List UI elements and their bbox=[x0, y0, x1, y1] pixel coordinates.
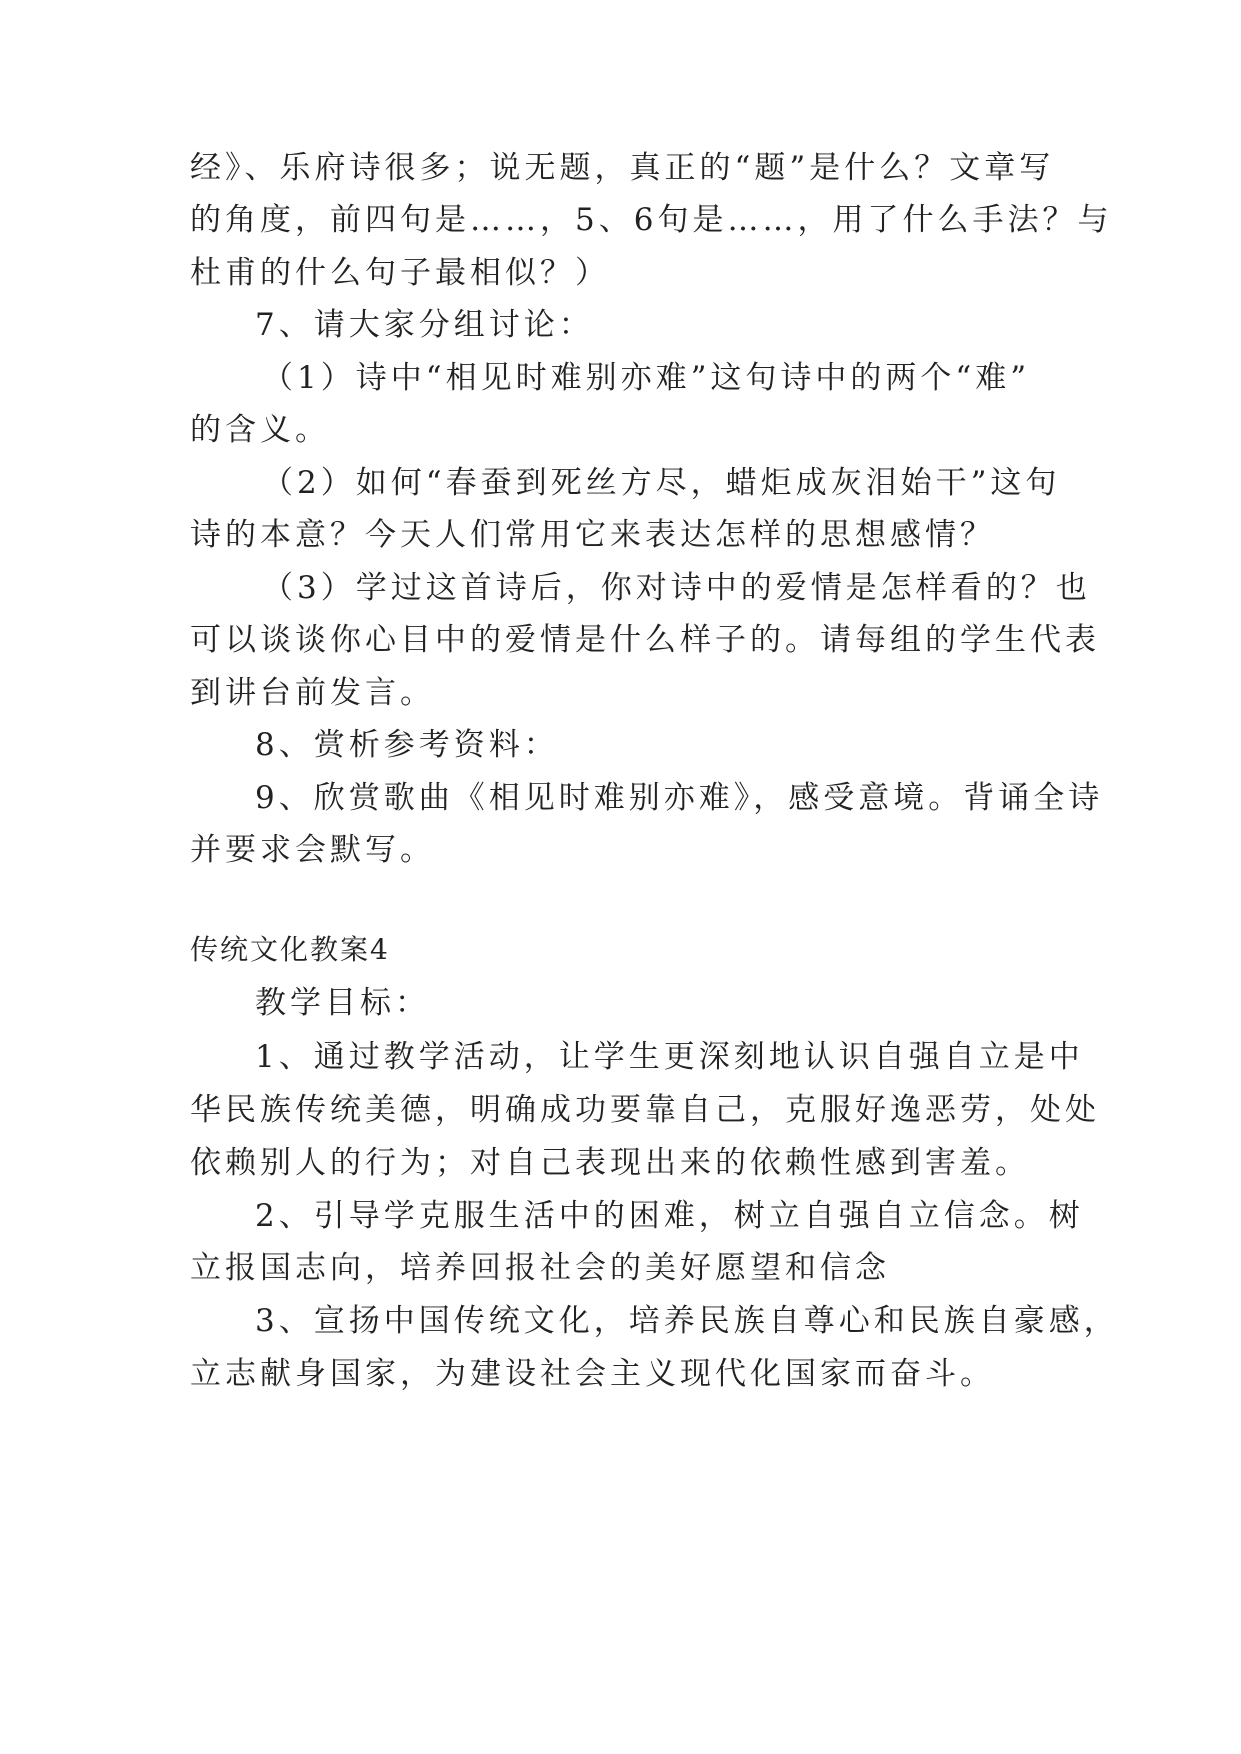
text-line-top-2: 的角度，前四句是……，5、6句是……，用了什么手法？与 bbox=[190, 202, 1113, 238]
question-3-line-1: （3）学过这首诗后，你对诗中的爱情是怎样看的？也 bbox=[262, 570, 1091, 606]
item-7: 7、请大家分组讨论： bbox=[255, 307, 594, 343]
goal-1-line-1: 1、通过教学活动，让学生更深刻地认识自强自立是中 bbox=[255, 1039, 1084, 1075]
goal-3-line-2: 立志献身国家，为建设社会主义现代化国家而奋斗。 bbox=[190, 1356, 995, 1392]
goal-1-line-2: 华民族传统美德，明确成功要靠自己，克服好逸恶劳，处处 bbox=[190, 1092, 1100, 1128]
goal-1-line-3: 依赖别人的行为；对自己表现出来的依赖性感到害羞。 bbox=[190, 1145, 1030, 1181]
question-1-line-2: 的含义。 bbox=[190, 412, 330, 448]
item-8: 8、赏析参考资料： bbox=[255, 727, 559, 763]
item-9-line-2: 并要求会默写。 bbox=[190, 832, 435, 868]
text-line-top-3: 杜甫的什么句子最相似？） bbox=[190, 255, 610, 291]
text-line-top-1: 经》、乐府诗很多；说无题，真正的“题”是什么？文章写 bbox=[190, 150, 1055, 186]
section-title: 传统文化教案4 bbox=[190, 933, 390, 966]
goal-2-line-2: 立报国志向，培养回报社会的美好愿望和信念 bbox=[190, 1250, 890, 1286]
goal-3-line-1: 3、宣扬中国传统文化，培养民族自尊心和民族自豪感， bbox=[255, 1303, 1119, 1339]
item-9-line-1: 9、欣赏歌曲《相见时难别亦难》，感受意境。背诵全诗 bbox=[255, 780, 1104, 816]
goal-2-line-1: 2、引导学克服生活中的困难，树立自强自立信念。树 bbox=[255, 1198, 1084, 1234]
question-3-line-3: 到讲台前发言。 bbox=[190, 675, 435, 711]
question-3-line-2: 可以谈谈你心目中的爱情是什么样子的。请每组的学生代表 bbox=[190, 622, 1100, 658]
question-2-line-2: 诗的本意？今天人们常用它来表达怎样的思想感情？ bbox=[190, 517, 995, 553]
question-2-line-1: （2）如何“春蚕到死丝方尽，蜡炬成灰泪始干”这句 bbox=[262, 465, 1061, 501]
question-1-line-1: （1）诗中“相见时难别亦难”这句诗中的两个“难” bbox=[262, 360, 1031, 396]
goals-label: 教学目标： bbox=[255, 985, 430, 1021]
